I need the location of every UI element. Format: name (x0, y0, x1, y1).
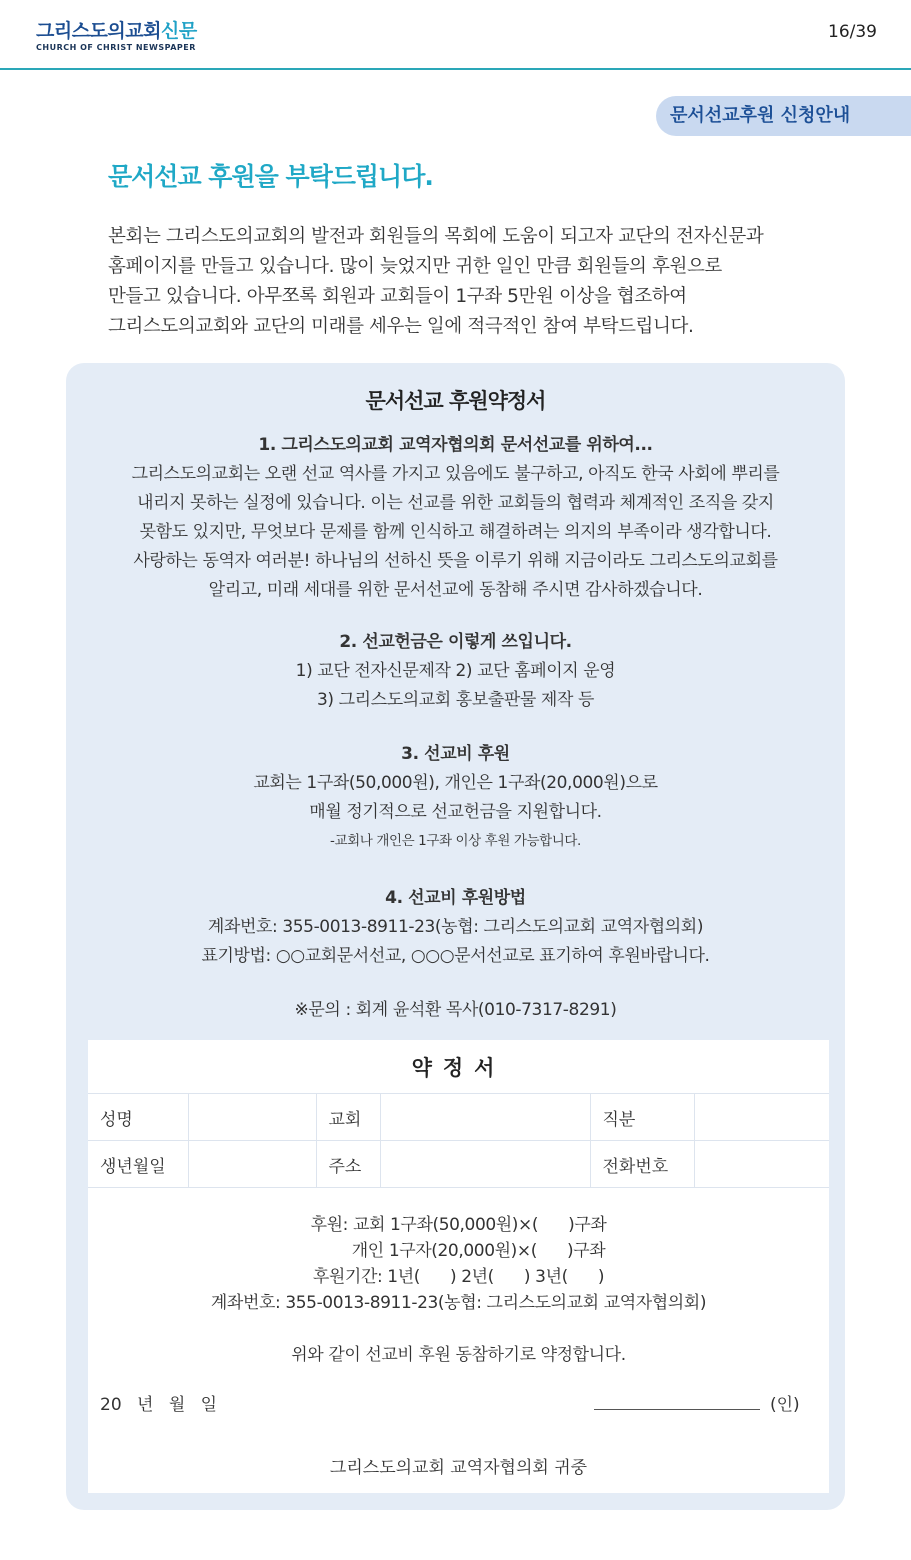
pledge-form (88, 1040, 829, 1493)
signature-area[interactable] (594, 1390, 800, 1415)
intro-line: 본회는 그리스도의교회의 발전과 회원들의 목회에 도움이 되고자 교단의 전자신문과 (108, 226, 764, 247)
support-line: 후원: 교회 1구좌(50,000원)×( )구좌 (310, 1215, 607, 1235)
page-number: 16/39 (828, 22, 877, 42)
page-header (0, 0, 911, 70)
section-heading: 4. 선교비 후원방법 (385, 888, 526, 908)
support-line: 계좌번호: 355-0013-8911-23(농협: 그리스도의교회 교역자협의회) (210, 1293, 707, 1313)
section-heading: 1. 그리스도의교회 교역자협의회 문서선교를 위하여... (258, 435, 653, 455)
address-field[interactable] (380, 1141, 590, 1188)
spacer (88, 1316, 829, 1342)
phone-field[interactable] (694, 1141, 829, 1188)
birth-label: 생년월일 (88, 1141, 188, 1188)
section-support (66, 740, 845, 856)
logo-title (36, 20, 197, 42)
church-field[interactable] (380, 1094, 590, 1141)
position-field[interactable] (694, 1094, 829, 1141)
section-line: 3) 그리스도의교회 홍보출판물 제작 등 (317, 690, 594, 710)
signature-line[interactable] (594, 1393, 760, 1410)
section-purpose (66, 431, 845, 605)
birth-field[interactable] (188, 1141, 316, 1188)
intro-paragraph (108, 222, 848, 342)
newspaper-logo[interactable] (36, 20, 197, 52)
phone-label: 전화번호 (590, 1141, 694, 1188)
contact-line: ※문의 : 회계 윤석환 목사(010-7317-8291) (294, 1000, 617, 1020)
logo-title-part1: 그리스도의교회 (36, 20, 161, 42)
section-line: 사랑하는 동역자 여러분! 하나님의 선하신 뜻을 이루기 위해 지금이라도 그리스도의교회를 (133, 551, 778, 571)
form-title: 약정서 (411, 1056, 506, 1080)
page-headline: 문서선교 후원을 부탁드립니다. (108, 162, 433, 191)
agreement-statement: 위와 같이 선교비 후원 동참하기로 약정합니다. (291, 1345, 626, 1365)
section-line: 알리고, 미래 세대를 위한 문서선교에 동참해 주시면 감사하겠습니다. (208, 580, 703, 600)
section-line: 내리지 못하는 실정에 있습니다. 이는 선교를 위한 교회들의 협력과 체계적인 조직을 갖지 (137, 493, 774, 513)
name-field[interactable] (188, 1094, 316, 1141)
pledge-date[interactable]: 20 년 월 일 (100, 1395, 218, 1415)
logo-subtitle: CHURCH OF CHRIST NEWSPAPER (36, 43, 196, 52)
form-row (88, 1141, 829, 1188)
recipient-org: 그리스도의교회 교역자협의회 귀중 (329, 1458, 588, 1478)
section-usage (66, 628, 845, 715)
intro-line: 홈페이지를 만들고 있습니다. 많이 늦었지만 귀한 일인 만큼 회원들의 후원으로 (108, 256, 722, 277)
section-line: 매월 정기적으로 선교헌금을 지원합니다. (309, 802, 602, 822)
section-line: 교회는 1구좌(50,000원), 개인은 1구좌(20,000원)으로 (253, 773, 658, 793)
church-label: 교회 (316, 1094, 380, 1141)
section-note: -교회나 개인은 1구좌 이상 후원 가능합니다. (330, 833, 581, 849)
section-line: 그리스도의교회는 오랜 선교 역사를 가지고 있음에도 불구하고, 아직도 한국 사회에 뿌리를 (131, 464, 780, 484)
section-heading: 3. 선교비 후원 (401, 744, 510, 764)
section-heading: 2. 선교헌금은 이렇게 쓰입니다. (339, 632, 572, 652)
support-line: 후원기간: 1년( ) 2년( ) 3년( ) (312, 1267, 605, 1287)
section-line: 1) 교단 전자신문제작 2) 교단 홈페이지 운영 (295, 661, 616, 681)
pledge-form-table (88, 1093, 829, 1188)
seal-label: (인) (770, 1395, 800, 1415)
account-number: 계좌번호: 355-0013-8911-23(농협: 그리스도의교회 교역자협의회) (207, 917, 704, 937)
form-row (88, 1094, 829, 1141)
position-label: 직분 (590, 1094, 694, 1141)
section-method (66, 884, 845, 971)
support-line: 개인 1구자(20,000원)×( )구좌 (311, 1241, 606, 1261)
logo-title-part2: 신문 (160, 20, 197, 42)
section-line: 표기방법: ○○교회문서선교, ○○○문서선교로 표기하여 후원바랍니다. (201, 946, 710, 966)
support-details (88, 1212, 829, 1368)
pledge-panel-title: 문서선교 후원약정서 (365, 389, 546, 413)
section-line: 못함도 있지만, 무엇보다 문제를 함께 인식하고 해결하려는 의지의 부족이라 생각합니다. (139, 522, 772, 542)
intro-line: 만들고 있습니다. 아무쪼록 회원과 교회들이 1구좌 5만원 이상을 협조하여 (108, 286, 687, 307)
intro-line: 그리스도의교회와 교단의 미래를 세우는 일에 적극적인 참여 부탁드립니다. (108, 316, 694, 337)
contact-info (66, 996, 845, 1025)
address-label: 주소 (316, 1141, 380, 1188)
name-label: 성명 (88, 1094, 188, 1141)
section-tab: 문서선교후원 신청안내 (656, 96, 911, 136)
